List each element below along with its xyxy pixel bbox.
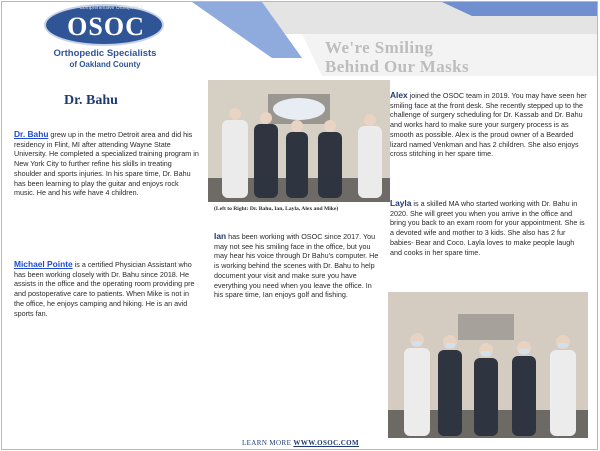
bio-text: is a skilled MA who started working with Dr. Bahu in 2020. She will greet you when you arrive in the office and bring you back to an exam room for your appointment. She is a devoted wife and mother to 3 kids. She also has 2 fur babies- Bear and Coco. Layla loves to make people laugh and cooks in her spare time. — [390, 199, 585, 257]
team-photo-top — [208, 80, 390, 202]
bio-dr-bahu — [14, 130, 200, 198]
bio-text: has been working with OSOC since 2017. You may not see his smiling face in the office, but you may hear his voice through Dr Bahu's computer. He is working behind the scenes with Dr. Bahu to help document your visit and make sure you have everything you need when you leave the office. In his spare time, Ian enjoys golf and fishing. — [214, 232, 379, 300]
bio-ian — [214, 232, 382, 300]
team-photo-top-art — [208, 80, 390, 202]
team-photo-bottom — [388, 292, 588, 438]
photo-caption: (Left to Right: Dr. Bahu, Ian, Layla, Alex and Mike) — [214, 206, 339, 212]
bio-alex — [390, 91, 588, 159]
bio-layla — [390, 199, 588, 257]
logo-name-line1: Orthopedic Specialists — [53, 48, 157, 59]
website-link[interactable]: WWW.OSOC.COM — [293, 439, 360, 447]
logo-mark: OSOC — [67, 12, 145, 41]
bio-text: grew up in the metro Detroit area and did his residency in Flint, MI after attending Wayne State University. He completed a specialized training program in New York City to further refine his skills in treating shoulder and sports injuries. In his spare time, Dr. Bahu has been learning to play the guitar and enjoys rock music. He and his wife have 4 children. — [14, 130, 199, 198]
bio-name: Layla — [390, 198, 412, 208]
footer-prefix: LEARN MORE — [241, 439, 294, 447]
doctor-heading: Dr. Bahu — [64, 93, 118, 108]
logo-name-line2: of Oakland County — [69, 60, 141, 69]
logo-oval — [44, 4, 164, 46]
footer — [2, 439, 598, 450]
bio-name: Ian — [214, 231, 227, 241]
slogan-line-2: Behind Our Masks — [325, 57, 470, 76]
newsletter-page — [1, 1, 598, 450]
slogan — [325, 38, 525, 76]
logo-arc-text: Comprehensive Orthopedics — [79, 5, 143, 11]
bio-text: is a certified Physician Assistant who has been working closely with Dr. Bahu since 2018. He assists in the office and the operating room providing pre and postoperative care to patients. When Mike is not in the office, he enjoys camping and hiking. He is an avid sports fan. — [14, 260, 195, 318]
bio-name: Alex — [390, 90, 408, 100]
slogan-line-1: We're Smiling — [325, 38, 434, 57]
osoc-logo[interactable] — [40, 2, 170, 78]
bio-michael-pointe — [14, 260, 200, 318]
bio-name-link[interactable]: Dr. Bahu — [14, 129, 49, 139]
bio-name-link[interactable]: Michael Pointe — [14, 259, 73, 269]
team-photo-bottom-art — [388, 292, 588, 438]
bio-text: joined the OSOC team in 2019. You may have seen her smiling face at the front desk. She recently stepped up to the challenge of surgery scheduling for Dr. Kassab and Dr. Bahu and works hard to make sure your surgery process is as smooth as possible. Alex is the proud owner of a Bearded lizard named Venkman and has 2 children. She also enjoys cross stitching in her spare time. — [390, 91, 587, 159]
